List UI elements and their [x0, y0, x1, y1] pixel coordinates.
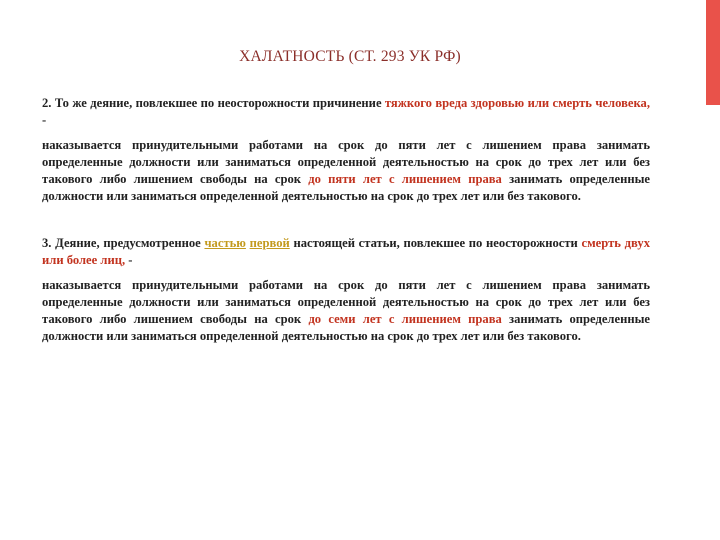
- part2-lead-tail: -: [42, 113, 47, 127]
- part3-lead-tail: -: [125, 253, 133, 267]
- part2-punish-tail: занимать определенные должности или заниматься определенной деятельностью на срок до трех лет или без такового.: [42, 172, 651, 203]
- part3-lead-highlight: смерть двух или более лиц,: [42, 236, 650, 267]
- link-first-word[interactable]: первой: [249, 236, 290, 250]
- accent-bar: [706, 0, 720, 105]
- part3-punish-tail: занимать определенные должности или заниматься определенной деятельностью на срок до трех лет или без такового.: [42, 312, 651, 343]
- part3-punish-text: наказывается принудительными работами на срок до пяти лет с лишением права занимать определенные должности или заниматься определенной деятельностью на срок до трех лет или без такового либо лишением свободы на срок: [42, 278, 650, 326]
- part2-lead: [42, 95, 650, 129]
- part3-lead: [42, 235, 650, 269]
- part2-punish-text: наказывается принудительными работами на срок до пяти лет с лишением права занимать определенные должности или заниматься определенной деятельностью на срок до трех лет или без такового либо лишением свободы на срок: [42, 138, 650, 186]
- part3-punishment: [42, 277, 650, 345]
- part3-lead-text: 3. Деяние, предусмотренное: [42, 236, 205, 250]
- slide-title: ХАЛАТНОСТЬ (СТ. 293 УК РФ): [239, 48, 461, 65]
- part2-punishment: [42, 137, 650, 205]
- part2-lead-highlight: тяжкого вреда здоровью или смерть человека,: [384, 96, 650, 110]
- part3-punish-highlight: до семи лет с лишением права: [308, 312, 502, 326]
- part3-lead-mid: настоящей статьи, повлекшее по неосторожности: [289, 236, 582, 250]
- link-part-word[interactable]: частью: [204, 236, 246, 250]
- slide-body: [42, 95, 650, 345]
- part2-lead-text: 2. То же деяние, повлекшее по неосторожности причинение: [42, 96, 385, 110]
- part2-punish-highlight: до пяти лет с лишением права: [308, 172, 502, 186]
